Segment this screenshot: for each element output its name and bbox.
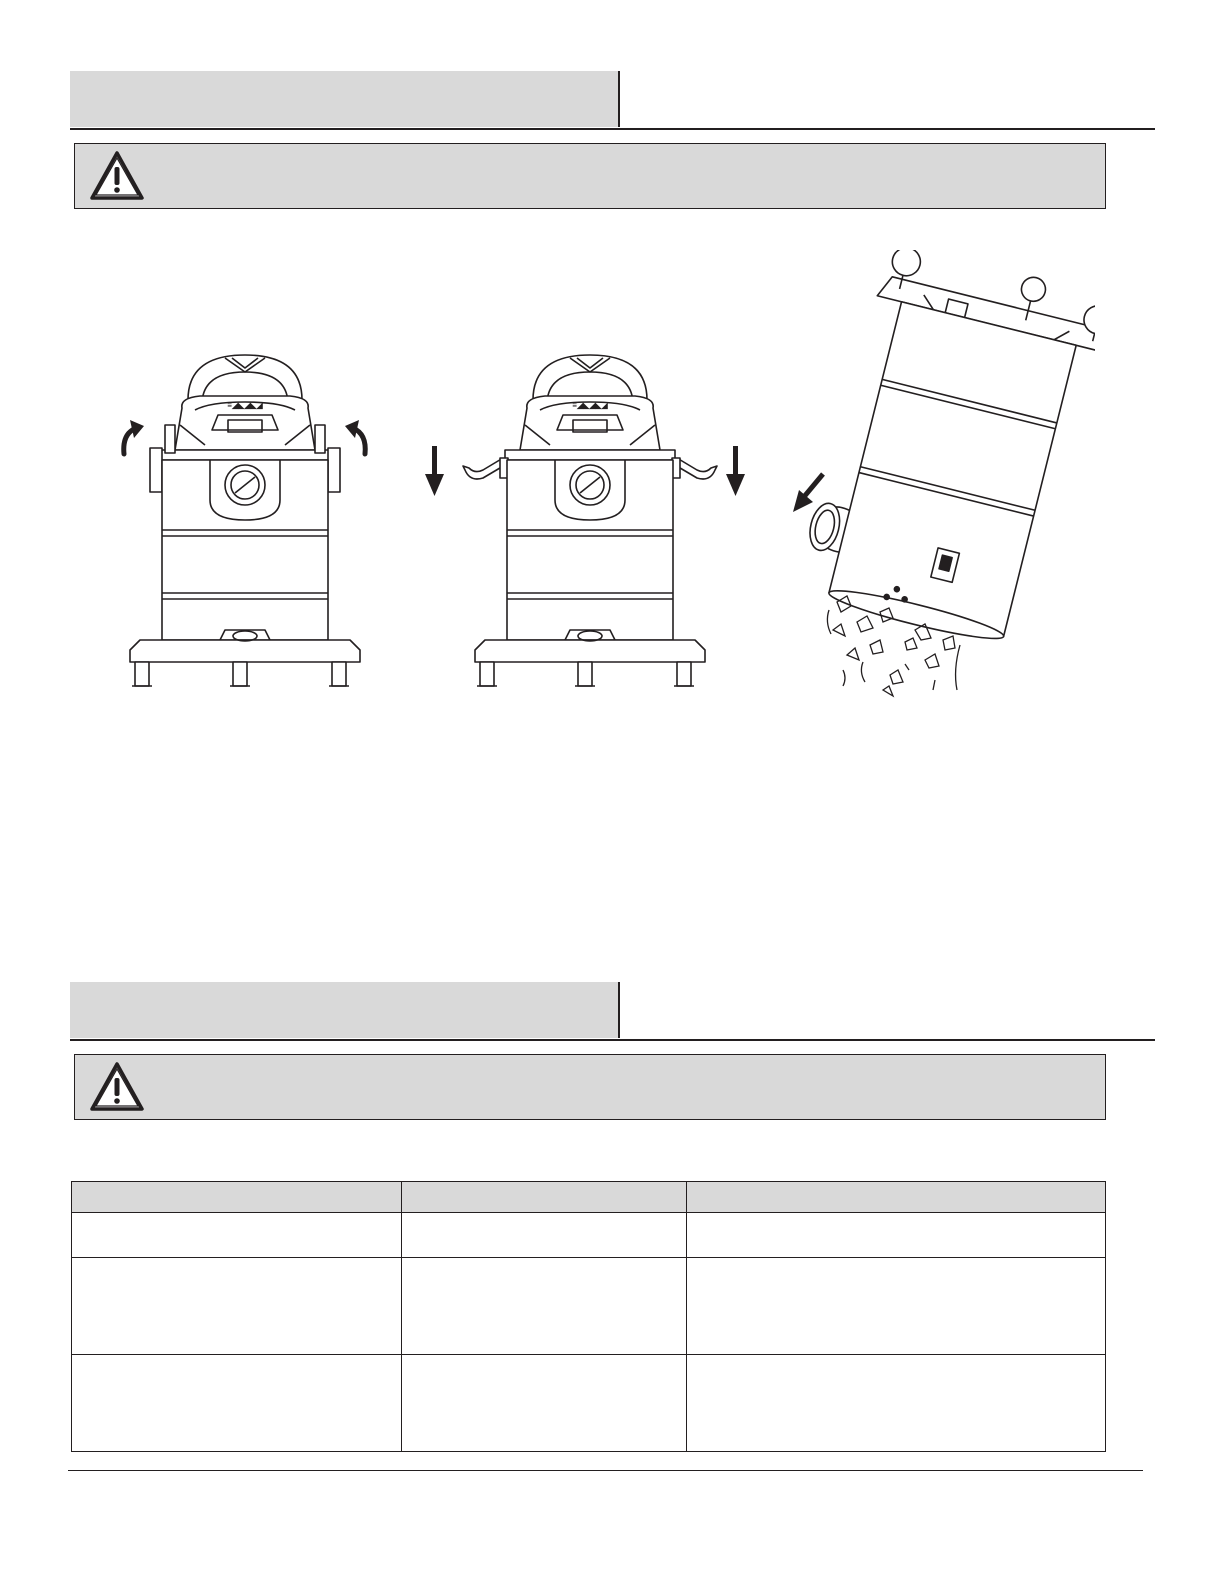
table-cell (72, 1355, 402, 1452)
table-cell (687, 1355, 1106, 1452)
svg-text:≡◢◣◢◣◢: ≡◢◣◢◣◢ (227, 401, 263, 410)
table-cell (402, 1258, 687, 1355)
table-row (72, 1355, 1106, 1452)
table-cell (687, 1258, 1106, 1355)
diagonal-arrow-icon (793, 474, 823, 512)
vacuum-latches-up-icon (110, 350, 380, 695)
warning-triangle-icon (89, 150, 145, 202)
table-row (72, 1213, 1106, 1258)
table-row (72, 1258, 1106, 1355)
warning-box-1 (74, 143, 1106, 209)
table-header-cell (72, 1182, 402, 1213)
troubleshooting-table (71, 1181, 1106, 1452)
page-footer-rule (68, 1470, 1143, 1471)
warning-box-2 (74, 1054, 1106, 1120)
table-header-cell (687, 1182, 1106, 1213)
warning-triangle-icon (89, 1061, 145, 1113)
section-header-tab-1 (70, 71, 620, 127)
table-cell (687, 1213, 1106, 1258)
section-header-rule-2 (70, 1039, 1155, 1041)
table-header-row (72, 1182, 1106, 1213)
svg-text:≡◢◣◢◣◢: ≡◢◣◢◣◢ (572, 401, 608, 410)
table-cell (402, 1355, 687, 1452)
section-header-tab-2 (70, 982, 620, 1038)
table-cell (72, 1258, 402, 1355)
table-cell (402, 1213, 687, 1258)
section-header-rule-1 (70, 128, 1155, 130)
vacuum-latches-down-icon (420, 350, 760, 695)
table-cell (72, 1213, 402, 1258)
table-header-cell (402, 1182, 687, 1213)
tank-tilted-emptying-icon (785, 250, 1095, 700)
